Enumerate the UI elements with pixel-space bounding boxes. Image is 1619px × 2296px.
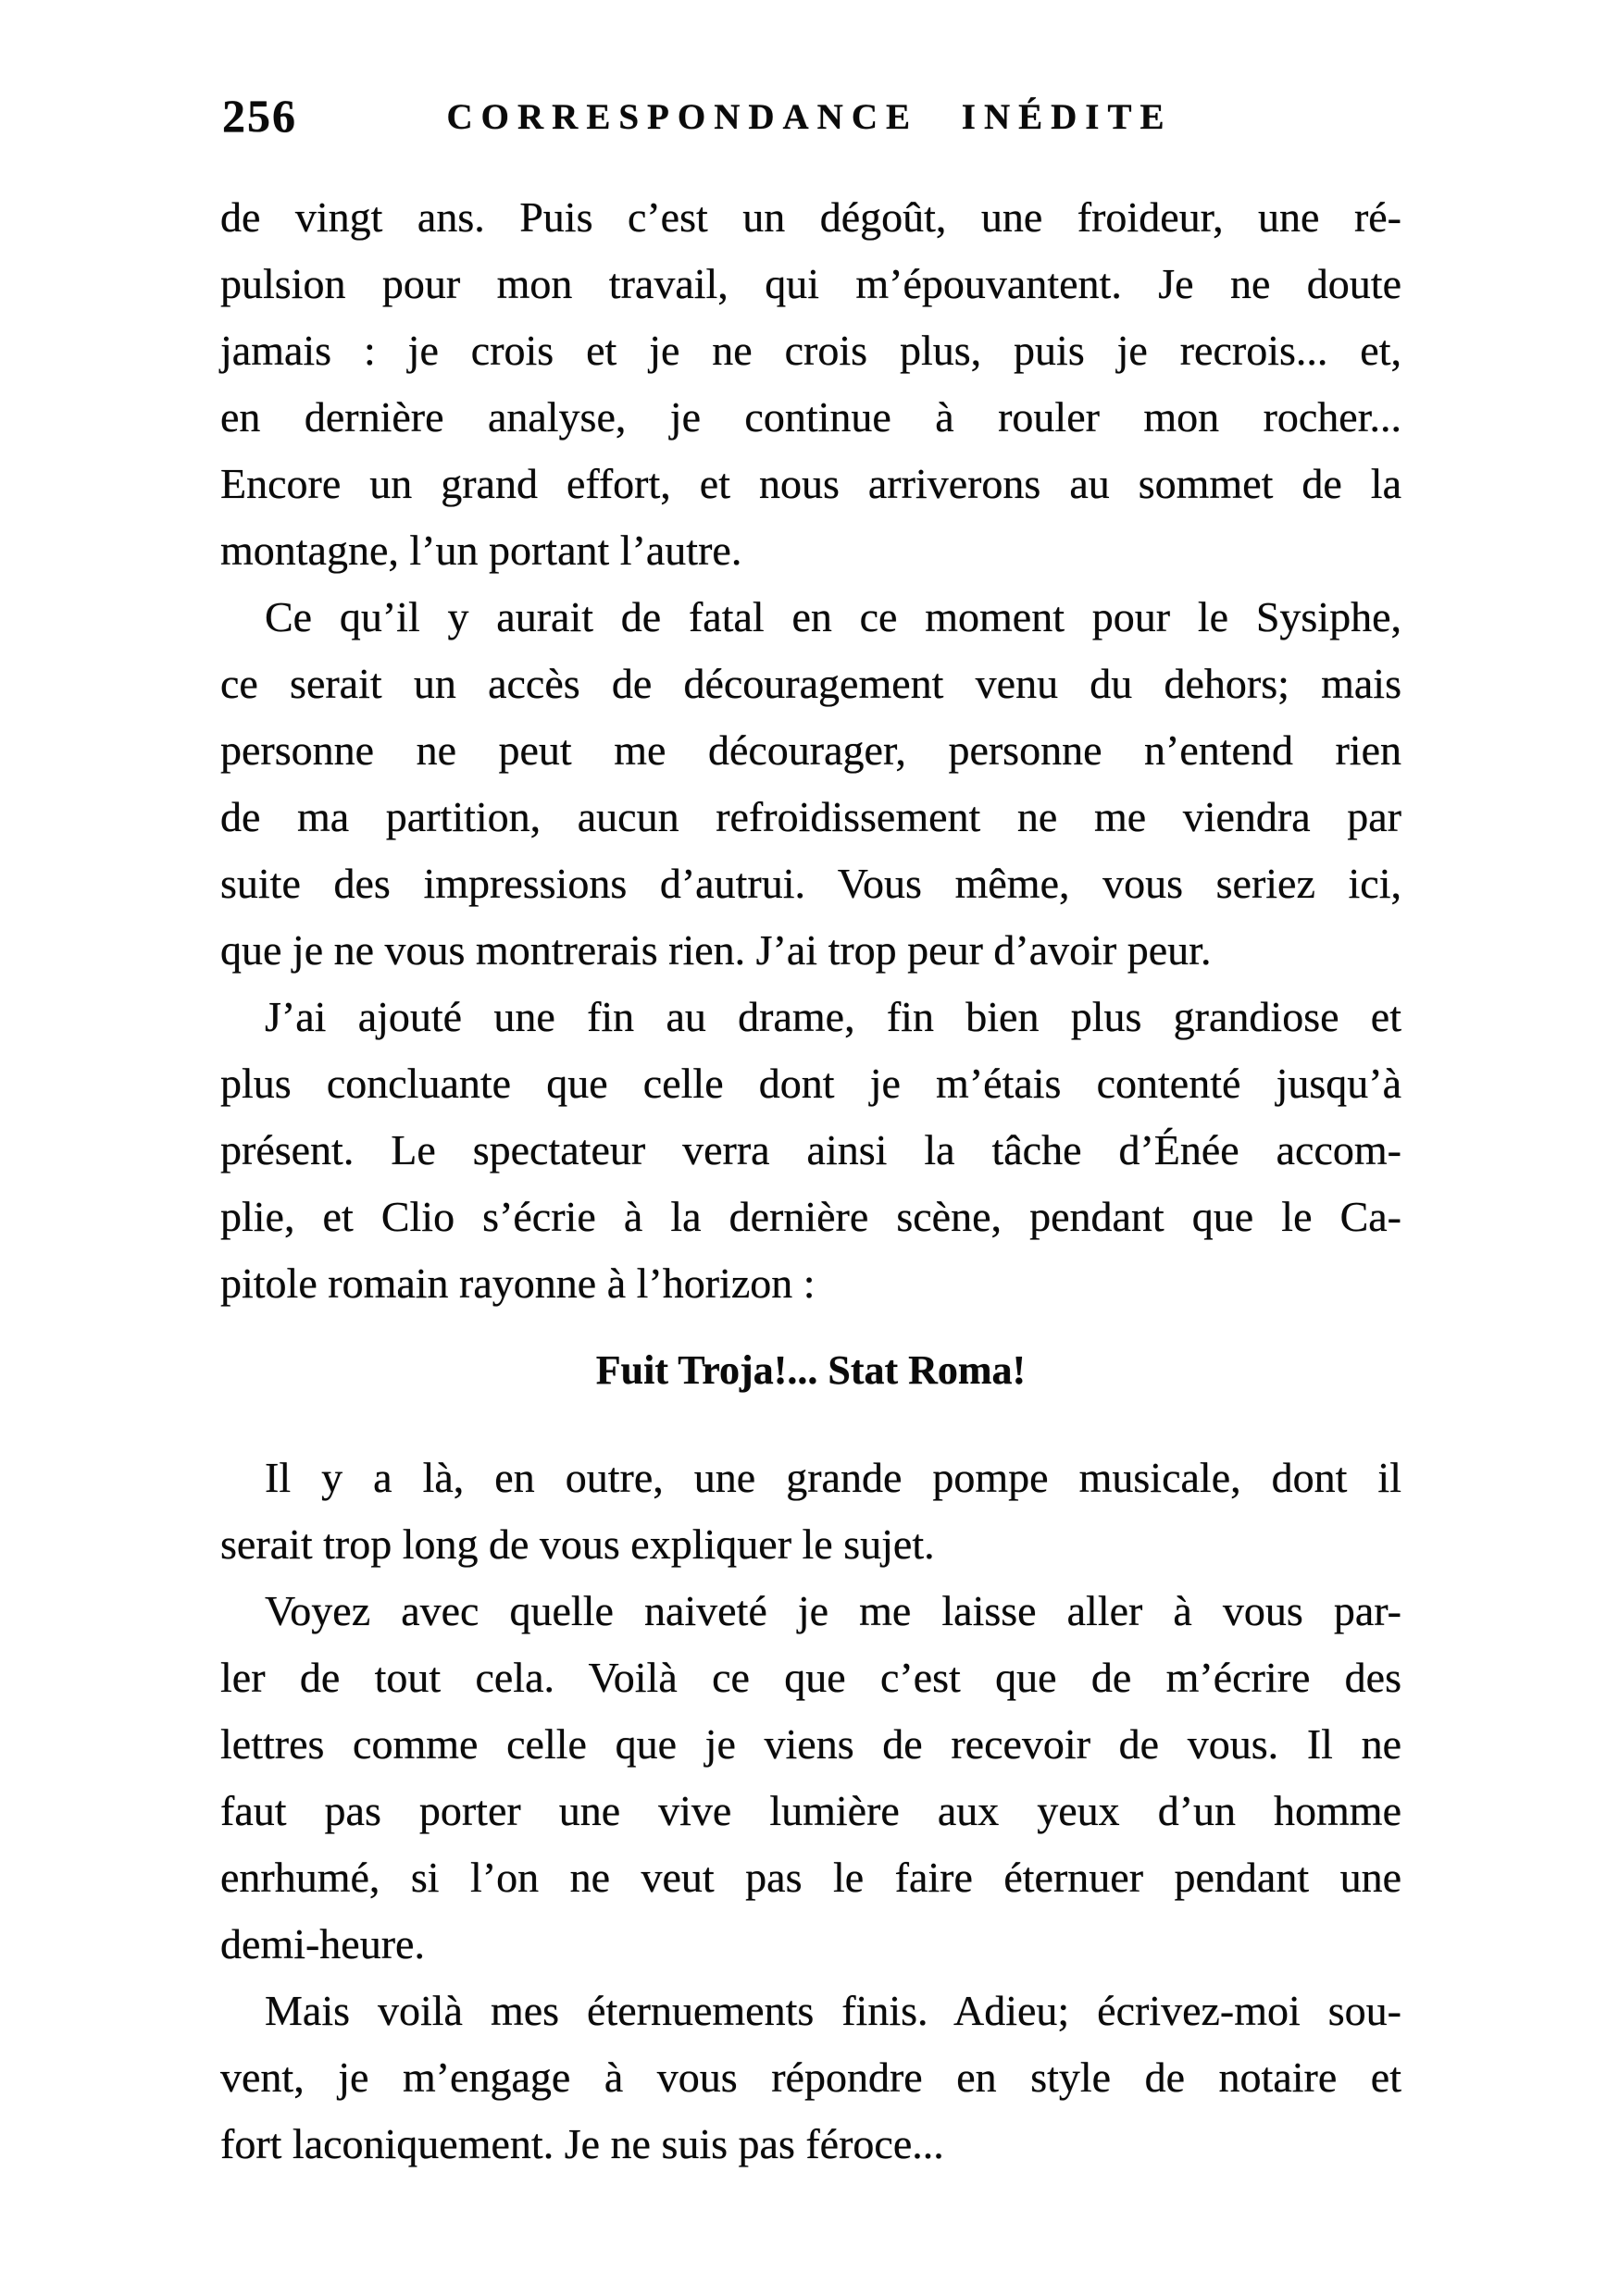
text-line: lettres comme celle que je viens de recevoir de vous. Il ne	[220, 1720, 1401, 1768]
paragraph	[220, 584, 1401, 984]
text-line: en dernière analyse, je continue à rouler mon rocher...	[220, 393, 1401, 441]
text-line: demi-heure.	[220, 1920, 425, 1967]
text-line: personne ne peut me décourager, personne n’entend rien	[220, 726, 1401, 774]
paragraph	[220, 184, 1401, 584]
text-line: de vingt ans. Puis c’est un dégoût, une froideur, une ré-	[220, 193, 1401, 241]
text-line: présent. Le spectateur verra ainsi la tâche d’Énée accom-	[220, 1126, 1401, 1173]
paragraph	[220, 1445, 1401, 1578]
text-line: fort laconiquement. Je ne suis pas féroce...	[220, 2120, 944, 2167]
paragraph	[220, 984, 1401, 1317]
text-line: pulsion pour mon travail, qui m’épouvantent. Je ne doute	[220, 260, 1401, 307]
text-line: Encore un grand effort, et nous arriverons au sommet de la	[220, 460, 1401, 507]
text-line: que je ne vous montrerais rien. J’ai trop peur d’avoir peur.	[220, 926, 1212, 974]
text-line: Voyez avec quelle naiveté je me laisse aller à vous par-	[265, 1587, 1401, 1634]
text-line: ler de tout cela. Voilà ce que c’est que de m’écrire des	[220, 1654, 1401, 1701]
text-line: plus concluante que celle dont je m’étais contenté jusqu’à	[220, 1060, 1401, 1107]
letter-text	[220, 184, 1401, 2178]
text-line: montagne, l’un portant l’autre.	[220, 527, 742, 574]
text-line: de ma partition, aucun refroidissement ne me viendra par	[220, 793, 1401, 840]
text-line: jamais : je crois et je ne crois plus, puis je recrois... et,	[220, 327, 1401, 374]
text-line: Fuit Troja!... Stat Roma!	[595, 1347, 1027, 1393]
latin-quote	[220, 1337, 1401, 1404]
text-line: Il y a là, en outre, une grande pompe musicale, dont il	[265, 1454, 1401, 1501]
text-line: faut pas porter une vive lumière aux yeux d’un homme	[220, 1787, 1401, 1834]
text-line: Mais voilà mes éternuements finis. Adieu; écrivez-moi sou-	[265, 1987, 1401, 2034]
text-line: suite des impressions d’autrui. Vous même, vous seriez ici,	[220, 860, 1401, 907]
paragraph	[220, 1978, 1401, 2178]
text-line: Ce qu’il y aurait de fatal en ce moment pour le Sysiphe,	[265, 593, 1401, 640]
text-line: serait trop long de vous expliquer le sujet.	[220, 1520, 935, 1568]
text-line: J’ai ajouté une fin au drame, fin bien plus grandiose et	[265, 993, 1401, 1040]
text-line: vent, je m’engage à vous répondre en style de notaire et	[220, 2054, 1401, 2101]
text-line: plie, et Clio s’écrie à la dernière scène, pendant que le Ca-	[220, 1193, 1401, 1240]
text-line: ce serait un accès de découragement venu du dehors; mais	[220, 660, 1401, 707]
running-header: CORRESPONDANCE INÉDITE	[446, 97, 1173, 137]
paragraph	[220, 1578, 1401, 1978]
text-line: enrhumé, si l’on ne veut pas le faire éternuer pendant une	[220, 1854, 1401, 1901]
page-number: 256	[222, 90, 297, 142]
text-line: pitole romain rayonne à l’horizon :	[220, 1260, 816, 1307]
